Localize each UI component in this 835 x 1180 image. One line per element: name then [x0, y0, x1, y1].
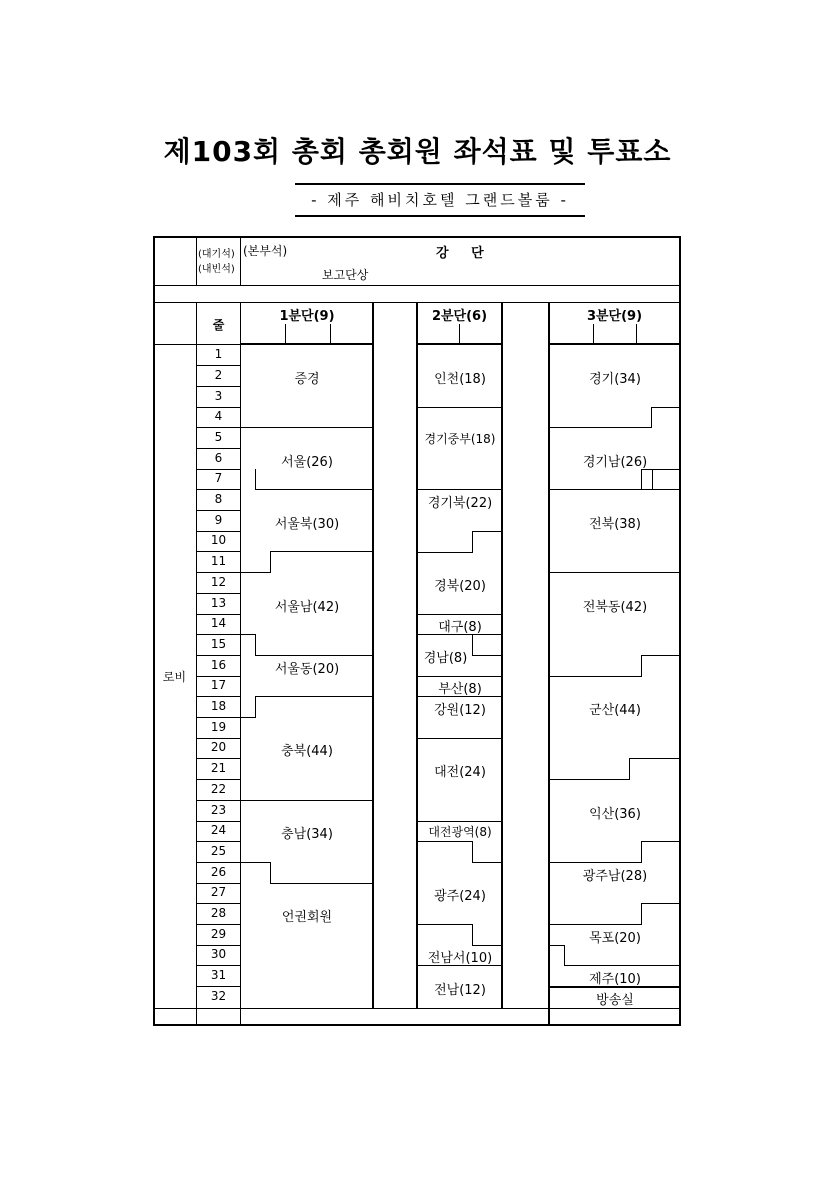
row-number: 8: [214, 492, 223, 506]
section-1-title: 1분단(9): [279, 309, 335, 324]
broadcast-room-label: 방송실: [596, 993, 634, 1008]
subtitle: - 제주 해비치호텔 그랜드볼룸 -: [295, 183, 585, 217]
group-label: 언권회원: [281, 910, 333, 925]
row-number: 9: [214, 513, 223, 527]
group-label: 목포(20): [589, 931, 641, 946]
row-number: 29: [210, 927, 227, 941]
group-label: 전북동(42): [582, 600, 648, 615]
group-label: 경기중부(18): [424, 432, 496, 446]
group-label: 서울북(30): [274, 517, 340, 532]
row-number: 19: [210, 720, 227, 734]
group-label: 경북(20): [434, 579, 486, 594]
hq-seat-label: (본부석): [243, 244, 288, 258]
row-number: 18: [210, 699, 227, 713]
group-label: 경기(34): [589, 372, 641, 387]
report-stage-label: 보고단상: [322, 268, 369, 282]
row-number: 23: [210, 803, 227, 817]
group-label: 군산(44): [589, 703, 641, 718]
row-number: 21: [210, 761, 227, 775]
row-number: 24: [210, 823, 227, 837]
group-label: 대구(8): [438, 620, 482, 635]
group-label: 증경: [294, 372, 320, 387]
group-label: 경기북(22): [427, 496, 493, 511]
group-label: 부산(8): [438, 682, 482, 697]
group-label: 전남(12): [434, 983, 486, 998]
lobby-label: 로비: [162, 670, 187, 684]
group-label: 충북(44): [281, 744, 333, 759]
row-number: 3: [214, 389, 223, 403]
group-label: 대전광역(8): [428, 825, 492, 839]
row-number: 26: [210, 865, 227, 879]
group-label: 충남(34): [281, 827, 333, 842]
row-number: 13: [210, 596, 227, 610]
row-number: 31: [210, 968, 227, 982]
row-number: 25: [210, 844, 227, 858]
group-label: 경남(8): [423, 651, 468, 666]
section-3-title: 3분단(9): [586, 309, 643, 324]
row-number: 11: [210, 554, 227, 568]
row-number: 20: [210, 740, 227, 754]
row-number: 32: [210, 989, 227, 1003]
group-label: 서울(26): [281, 455, 333, 470]
group-label: 인천(18): [434, 372, 486, 387]
group-label: 서울남(42): [274, 600, 340, 615]
group-label: 광주남(28): [582, 869, 648, 884]
stage-label: 강 단: [436, 246, 484, 261]
row-number: 16: [210, 658, 227, 672]
row-number: 6: [214, 451, 223, 465]
row-number: 7: [214, 471, 223, 485]
guest-seat-label: (내빈석): [198, 264, 235, 275]
section-2-title: 2분단(6): [431, 309, 488, 324]
row-number: 5: [214, 430, 223, 444]
row-number: 1: [214, 347, 223, 361]
row-number: 28: [210, 906, 227, 920]
row-number: 17: [210, 678, 227, 692]
row-number: 2: [214, 368, 223, 382]
group-label: 전남서(10): [427, 951, 493, 966]
group-label: 경기남(26): [582, 455, 648, 470]
group-label: 대전(24): [434, 765, 486, 780]
row-number: 4: [214, 409, 223, 423]
group-label: 익산(36): [589, 807, 641, 822]
row-number: 12: [210, 575, 227, 589]
page-title: 제103회 총회 총회원 좌석표 및 투표소: [163, 135, 672, 168]
row-number: 22: [210, 782, 227, 796]
row-label: 줄: [212, 318, 225, 332]
row-number: 30: [210, 947, 227, 961]
row-number: 15: [210, 637, 227, 651]
row-number: 27: [210, 885, 227, 899]
group-label: 광주(24): [434, 889, 486, 904]
row-number: 10: [210, 533, 227, 547]
group-label: 서울동(20): [274, 662, 340, 677]
group-label: 강원(12): [434, 703, 486, 718]
row-number: 14: [210, 616, 227, 630]
group-label: 제주(10): [589, 972, 641, 987]
waiting-seat-label: (대기석): [198, 249, 235, 260]
group-label: 전북(38): [589, 517, 641, 532]
